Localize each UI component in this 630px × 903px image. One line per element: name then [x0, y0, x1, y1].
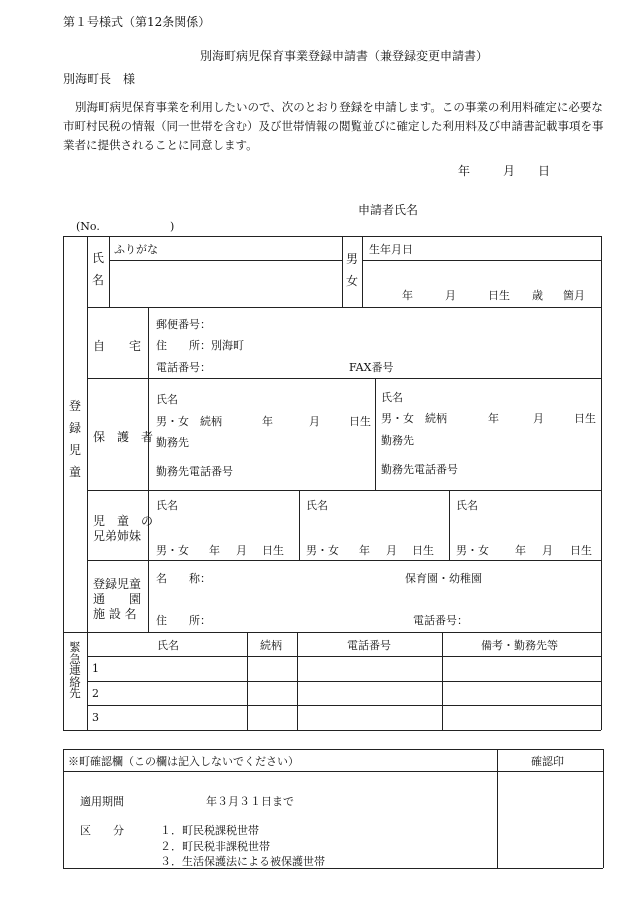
birth-year: 年 — [402, 289, 413, 302]
vertical-char: 急 — [69, 651, 81, 666]
vertical-char: 絡 — [69, 674, 81, 689]
sibling-day: 日生 — [412, 544, 434, 557]
town-seal-label: 確認印 — [531, 755, 564, 768]
sibling-month: 月 — [236, 544, 247, 557]
guardian-year: 年 — [488, 412, 499, 425]
date-year: 年 — [458, 164, 471, 178]
sibling-year: 年 — [515, 544, 526, 557]
page-title: 別海町病児保育事業登録申請書（兼登録変更申請書） — [200, 49, 489, 63]
sibling-name: 氏名 — [306, 499, 328, 512]
vertical-char: 名 — [91, 273, 104, 287]
vertical-char: 童 — [68, 465, 81, 479]
facility-address-label: 住 所： — [156, 614, 211, 627]
sibling-gender: 男・女 — [456, 544, 489, 557]
siblings-label-line1: 児 童 の — [93, 514, 154, 528]
birth-label: 生年月日 — [369, 243, 413, 256]
fax-label: FAX番号 — [349, 361, 394, 374]
date-day: 日 — [538, 164, 551, 178]
guardian-name: 氏名 — [156, 393, 178, 406]
consent-paragraph: 別海町病児保育事業を利用したいので、次のとおり登録を申請します。この事業の利用料確定に必要な市町村民税の情報（同一世帯を含む）及び世帯情報の閲覧並びに確定した利用料及び申請書記載事項を事業者に提供されることに同意します。 — [63, 100, 604, 152]
town-box-title: ※町確認欄（この欄は記入しないでください） — [68, 755, 299, 768]
guardian-label: 保 護 者 — [93, 430, 154, 444]
no-label: (No. — [76, 220, 100, 233]
vertical-char: 緊 — [69, 640, 81, 654]
home-label: 自 宅 — [93, 339, 142, 353]
phone-label: 電話番号： — [156, 361, 211, 374]
name-label — [91, 252, 105, 286]
applicant-label: 申請者氏名 — [358, 203, 419, 217]
emergency-row-number: 1 — [92, 662, 99, 675]
facility-name-label: 名 称： — [156, 572, 211, 585]
sibling-day: 日生 — [262, 544, 284, 557]
period-label: 適用期間 — [80, 795, 124, 808]
guardian-month: 月 — [533, 412, 544, 425]
guardian-work: 勤務先 — [156, 436, 189, 449]
address-label: 住 所：別海町 — [156, 339, 244, 352]
addressee: 別海町長 様 — [63, 72, 136, 86]
vertical-char: 児 — [68, 443, 81, 457]
emergency-header-relation: 続柄 — [260, 639, 282, 652]
sibling-name: 氏名 — [156, 499, 178, 512]
vertical-char: 先 — [69, 686, 81, 700]
emergency-row-number: 3 — [92, 711, 99, 724]
guardian-gender-relation: 男・女 続柄 — [381, 412, 447, 425]
facility-phone-label: 電話番号： — [413, 614, 468, 627]
sibling-month: 月 — [386, 544, 397, 557]
sibling-year: 年 — [209, 544, 220, 557]
guardian-day: 日生 — [349, 415, 371, 428]
sibling-name: 氏名 — [456, 499, 478, 512]
sibling-month: 月 — [542, 544, 553, 557]
vertical-char: 連 — [69, 663, 81, 677]
guardian-work: 勤務先 — [381, 434, 414, 447]
vertical-char: 女 — [345, 274, 358, 288]
furigana-label: ふりがな — [114, 243, 158, 256]
sibling-gender: 男・女 — [156, 544, 189, 557]
age: 歳 — [532, 289, 543, 302]
facility-label-line3: 施 設 名 — [93, 607, 137, 621]
guardian-day: 日生 — [574, 412, 596, 425]
emergency-header-notes: 備考・勤務先等 — [481, 639, 558, 652]
guardian-work-phone: 勤務先電話番号 — [381, 463, 458, 476]
vertical-char: 登 — [68, 399, 81, 413]
guardian-work-phone: 勤務先電話番号 — [156, 465, 233, 478]
vertical-char: 録 — [68, 421, 81, 435]
guardian-year: 年 — [262, 415, 273, 428]
gender-label — [345, 253, 359, 287]
no-close: ) — [170, 220, 175, 233]
postal-label: 郵便番号： — [156, 318, 211, 331]
facility-type: 保育園・幼稚園 — [405, 572, 482, 585]
form-number: 第１号様式（第12条関係） — [63, 15, 211, 29]
guardian-name: 氏名 — [381, 391, 403, 404]
period-value: 年３月３１日まで — [206, 795, 294, 808]
section-label-registered-child — [68, 400, 82, 478]
birth-day: 日生 — [488, 289, 510, 302]
vertical-char: 男 — [345, 252, 358, 266]
emergency-row-number: 2 — [92, 687, 99, 700]
facility-label-line1: 登録児童 — [93, 577, 142, 591]
sibling-gender: 男・女 — [306, 544, 339, 557]
emergency-header-phone: 電話番号 — [347, 639, 391, 652]
category-label: 区 分 — [80, 824, 124, 837]
guardian-month: 月 — [309, 415, 320, 428]
sibling-day: 日生 — [570, 544, 592, 557]
siblings-label-line2: 兄弟姉妹 — [93, 529, 142, 543]
vertical-char: 氏 — [91, 251, 104, 265]
birth-month: 月 — [445, 289, 456, 302]
months: 箇月 — [563, 289, 585, 302]
guardian-gender-relation: 男・女 続柄 — [156, 415, 222, 428]
date-month: 月 — [503, 164, 516, 178]
category-item: ３．生活保護法による被保護世帯 — [160, 855, 325, 868]
category-item: １．町民税課税世帯 — [160, 824, 259, 837]
emergency-header-name: 氏名 — [157, 639, 179, 652]
category-item: ２．町民税非課税世帯 — [160, 840, 270, 853]
facility-label-line2: 通 園 — [93, 592, 142, 606]
section-label-emergency — [68, 642, 82, 700]
sibling-year: 年 — [359, 544, 370, 557]
